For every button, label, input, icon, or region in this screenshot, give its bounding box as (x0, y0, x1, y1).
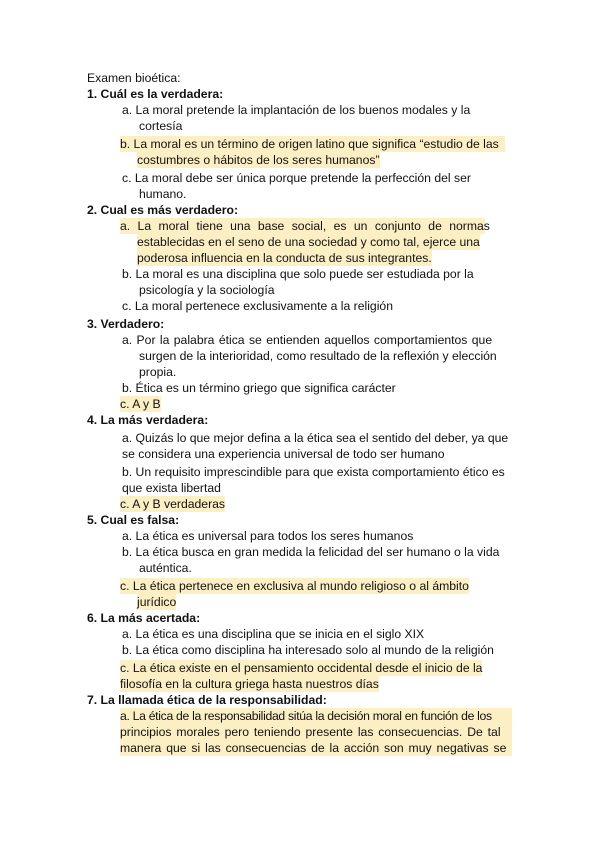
option-line: humano. (139, 187, 187, 201)
option-line-highlighted: manera que si las consecuencias de la acción son muy negativas se (120, 740, 512, 756)
option-line: b. Ética es un término griego que significa carácter (122, 381, 396, 395)
option-line: a. La moral pretende la implantación de los buenos modales y la (122, 103, 471, 117)
option-line: b. Un requisito imprescindible para que exista comportamiento ético es (122, 465, 505, 479)
option-line: propia. (139, 365, 177, 379)
question-heading: 3. Verdadero: (87, 317, 165, 331)
option-line-highlighted: jurídico (137, 595, 177, 609)
option-line: a. Por la palabra ética se entienden aquellos comportamientos que (122, 333, 493, 347)
question-heading: 2. Cual es más verdadero: (87, 203, 239, 217)
question-heading: 7. La llamada ética de la responsabilidad: (87, 693, 327, 707)
option-line-highlighted: c. A y B verdaderas (120, 497, 226, 511)
option-line-highlighted: costumbres o hábitos de los seres humanos” (137, 153, 380, 167)
option-line: cortesía (139, 119, 183, 133)
option-line: a. Quizás lo que mejor defina a la ética sea el sentido del deber, ya que (122, 431, 509, 445)
option-line: b. La moral es una disciplina que solo puede ser estudiada por la (122, 267, 474, 281)
option-line-highlighted: principios morales pero teniendo presente las consecuencias. De tal (120, 724, 512, 740)
question-heading: 1. Cuál es la verdadera: (87, 87, 224, 101)
question-heading: 4. La más verdadera: (87, 413, 209, 427)
document-title: Examen bioética: (87, 71, 181, 85)
option-line: a. La ética es una disciplina que se inicia en el siglo XIX (122, 627, 425, 641)
option-line: que exista libertad (122, 481, 221, 495)
option-line-highlighted: a. La ética de la responsabilidad sitúa la decisión moral en función de los (120, 708, 512, 724)
question-heading: 5. Cual es falsa: (87, 513, 180, 527)
option-line: se considera una experiencia universal de todo ser humano (122, 447, 445, 461)
option-line: surgen de la interioridad, como resultado de la reflexión y elección (139, 349, 497, 363)
option-line-highlighted: filosofía en la cultura griega hasta nuestros días (120, 677, 379, 691)
option-line-highlighted: c. La ética pertenece en exclusiva al mundo religioso o al ámbito (120, 579, 469, 593)
option-line-highlighted: c. A y B (120, 397, 161, 411)
option-line: psicología y la sociología (139, 283, 275, 297)
option-line: c. La moral debe ser única porque pretende la perfección del ser (122, 171, 471, 185)
question-heading: 6. La más acertada: (87, 611, 201, 625)
option-line-highlighted: b. La moral es un término de origen latino que significa “estudio de las (120, 136, 505, 152)
option-line-highlighted: c. La ética existe en el pensamiento occidental desde el inicio de la (120, 661, 483, 675)
option-line-highlighted: a. La moral tiene una base social, es un conjunto de normas (120, 219, 490, 233)
option-line-highlighted: establecidas en el seno de una sociedad y como tal, ejerce una (137, 235, 480, 249)
option-line: b. La ética como disciplina ha interesado solo al mundo de la religión (122, 643, 494, 657)
option-line: a. La ética es universal para todos los seres humanos (122, 529, 414, 543)
option-line: b. La ética busca en gran medida la felicidad del ser humano o la vida (122, 545, 500, 559)
option-line-highlighted: poderosa influencia en la conducta de sus integrantes. (137, 251, 432, 265)
option-line: c. La moral pertenece exclusivamente a la religión (122, 299, 393, 313)
option-line: auténtica. (139, 561, 192, 575)
